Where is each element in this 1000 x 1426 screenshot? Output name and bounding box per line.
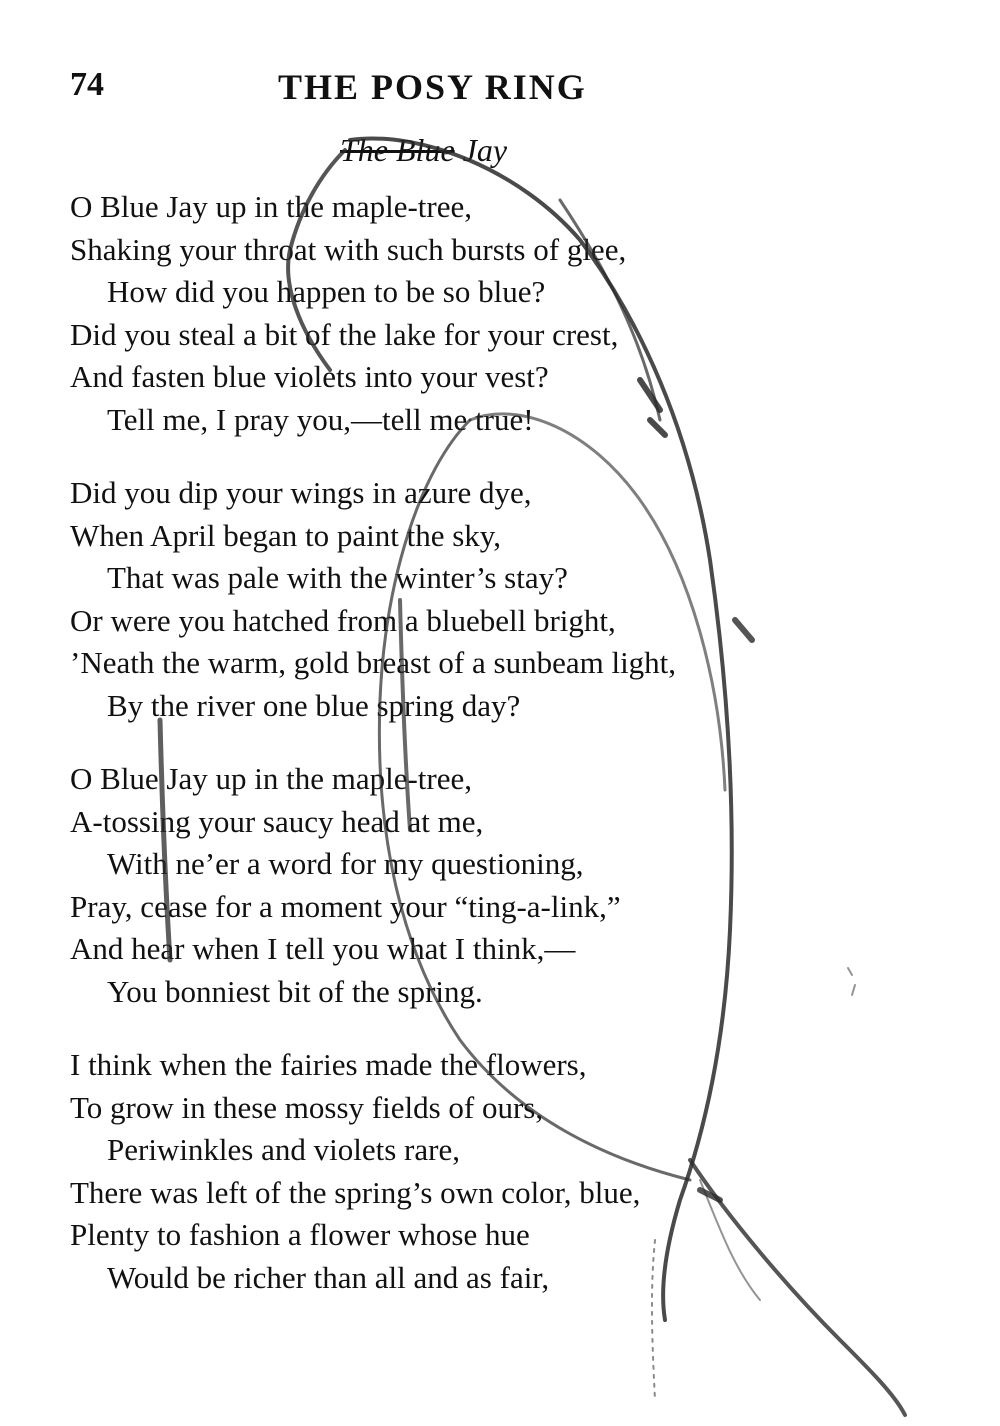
running-title: THE POSY RING xyxy=(278,67,587,107)
poem-line: A-tossing your saucy head at me, xyxy=(70,803,484,839)
poem-line: Would be richer than all and as fair, xyxy=(107,1259,550,1295)
poem-line: You bonniest bit of the spring. xyxy=(107,973,483,1009)
stanza-2 xyxy=(70,472,930,727)
poem-line: When April began to paint the sky, xyxy=(70,517,502,553)
stanza-4 xyxy=(70,1044,930,1299)
poem-line: O Blue Jay up in the maple-tree, xyxy=(70,761,473,796)
poem-line: Shaking your throat with such bursts of glee, xyxy=(70,231,627,267)
poem-line: Or were you hatched from a bluebell bright, xyxy=(70,602,616,638)
poem-line: O Blue Jay up in the maple-tree, xyxy=(70,189,473,224)
poem-body xyxy=(70,186,930,1330)
page-header xyxy=(70,66,950,116)
poem-line: By the river one blue spring day? xyxy=(107,687,521,723)
poem-title xyxy=(340,132,507,169)
poem-line: And fasten blue violets into your vest? xyxy=(70,359,549,394)
poem-line: With ne’er a word for my questioning, xyxy=(107,846,584,881)
stanza-1 xyxy=(70,186,930,441)
poem-line: And hear when I tell you what I think,— xyxy=(70,931,576,966)
poem-line: Periwinkles and violets rare, xyxy=(107,1132,460,1167)
page-number: 74 xyxy=(70,66,104,103)
stanza-3 xyxy=(70,758,930,1013)
poem-line: To grow in these mossy fields of ours, xyxy=(70,1089,544,1125)
poem-title-rest: Jay xyxy=(454,132,508,168)
poem-line: Did you steal a bit of the lake for your crest, xyxy=(70,316,619,352)
poem-line: Plenty to fashion a flower whose hue xyxy=(70,1217,530,1252)
poem-line: Did you dip your wings in azure dye, xyxy=(70,475,532,510)
poem-line: How did you happen to be so blue? xyxy=(107,274,546,309)
poem-title-struck: The Blue xyxy=(340,132,455,168)
poem-line: ’Neath the warm, gold breast of a sunbeam light, xyxy=(70,645,677,680)
poem-line: Pray, cease for a moment your “ting-a-link,” xyxy=(70,888,621,924)
poem-line: That was pale with the winter’s stay? xyxy=(107,560,568,595)
poem-line: Tell me, I pray you,—tell me true! xyxy=(107,401,534,437)
poem-line: I think when the fairies made the flowers, xyxy=(70,1047,587,1082)
poem-line: There was left of the spring’s own color, blue, xyxy=(70,1174,641,1210)
